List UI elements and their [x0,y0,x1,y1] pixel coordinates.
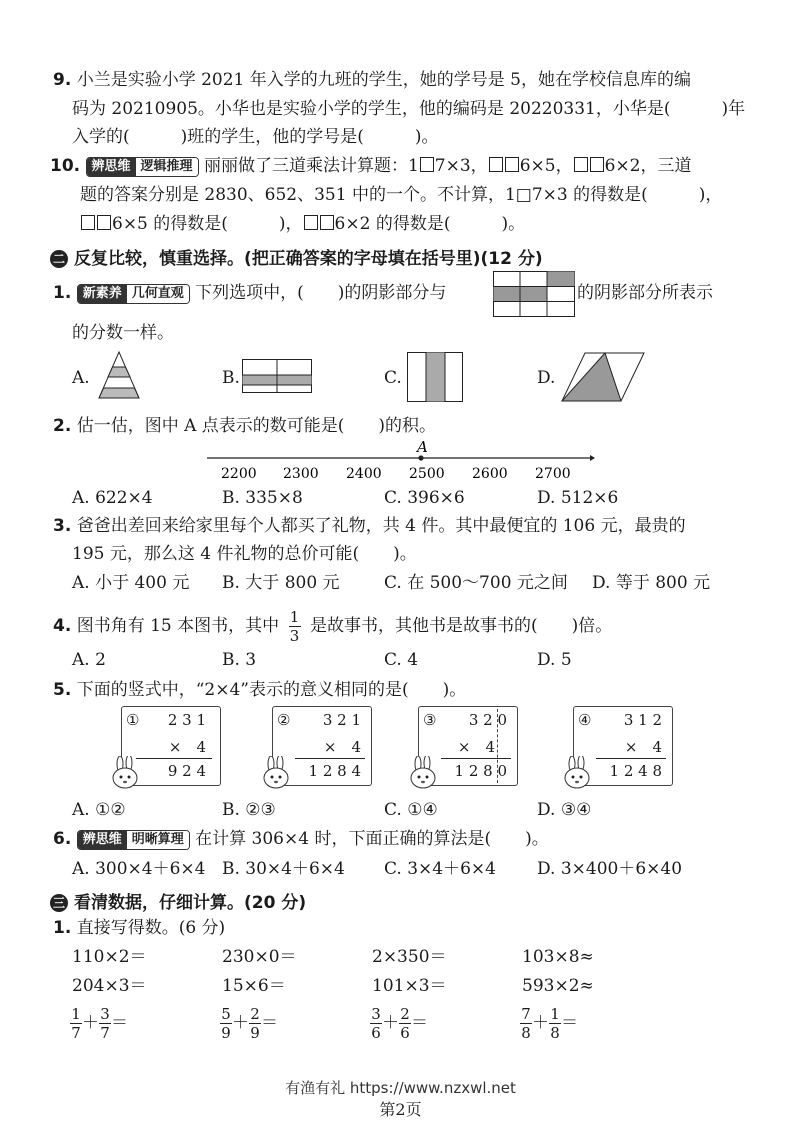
card-id: ② [277,711,291,729]
option: A. ①② [72,800,126,820]
card-product: 1 2 8 0 [454,762,507,780]
section-heading [50,244,543,269]
option: D. 等于 800 元 [592,573,711,593]
card-id: ③ [423,711,437,729]
calc-item: 110×2＝ [72,947,147,967]
option: B. 3 [222,650,257,670]
point-a-marker [418,455,423,460]
fraction-denominator: 7 [100,1024,110,1043]
question-text-line: 入学的( )班的学生，他的学号是( )。 [72,127,439,147]
calc-item: 593×2≈ [522,976,594,996]
option: B. 大于 800 元 [222,573,340,593]
calc-item: 15×6＝ [222,976,286,996]
option: C. 3×4＋6×4 [384,859,496,879]
question-10 [50,156,691,177]
bunny-illustration-icon [259,756,299,790]
equals-sign: ＝ [111,1013,128,1034]
question-text: 6×5 的得数是( )， [112,214,303,234]
tag-dark: 辨思维 [78,831,127,849]
question-text: 的阴影部分所表示 [577,283,713,303]
option-d-label: D. [537,368,556,388]
fraction-calc-item [370,1006,428,1041]
fraction-numerator: 1 [550,1005,560,1023]
category-tag [77,284,190,304]
fraction [370,1006,382,1041]
section-number-icon: 三 [50,894,68,912]
card-multiplicand: 3 1 2 [623,711,662,729]
blank-box [304,215,318,230]
blank-box [81,215,95,230]
question-text: 6×2，三道 [604,156,692,176]
fraction [249,1006,261,1041]
tag-light: 逻辑推理 [136,158,198,176]
blank-box [590,157,604,172]
option: D. 5 [537,650,572,670]
card-multiplicand: 3 2 0 [468,711,507,729]
option: C. 4 [384,650,419,670]
option: B. 335×8 [222,488,303,508]
section-number-icon: 二 [50,250,68,268]
fraction [70,1006,82,1041]
option-c-rectangle [407,352,463,402]
question-text: 图书角有 15 本图书，其中 [76,616,280,637]
question-text-line: 小兰是实验小学 2021 年入学的九班的学生，她的学号是 5，她在学校信息库的编 [76,70,691,90]
question-text-line [80,214,525,234]
question-text: 6×2 的得数是( )。 [334,214,526,234]
equals-sign: ＝ [411,1013,428,1034]
tick-label: 2300 [283,466,319,482]
tick-label: 2500 [409,466,445,482]
option-a-label: A. [72,368,90,388]
question-text: 7×3， [434,156,488,176]
section-heading [50,888,306,913]
card-product: 1 2 8 4 [308,762,361,780]
watermark-text: 有渔有礼 https://www.nzxwl.net [285,1079,516,1097]
question-text: 爸爸出差回来给家里每个人都买了礼物，共 4 件。其中最便宜的 106 元，最贵的 [76,516,686,536]
question-text: 下列选项中，( )的阴影部分与 [195,283,447,303]
bunny-illustration-icon [560,756,600,790]
card-multiplier: × 4 [168,738,206,756]
fraction-denominator: 7 [71,1024,81,1043]
category-tag [77,830,190,850]
calc-item: 101×3＝ [372,976,447,996]
fraction-denominator: 6 [400,1024,410,1043]
calc-item: 204×3＝ [72,976,147,996]
tick-label: 2600 [472,466,508,482]
fraction [220,1006,232,1041]
question-9 [53,70,691,90]
fraction [399,1006,411,1041]
option-d-parallelogram [561,352,645,402]
option: A. 300×4＋6×4 [72,859,206,879]
section-title: 反复比较，慎重选择。(把正确答案的字母填在括号里)(12 分) [74,249,543,269]
fraction [520,1006,532,1041]
calc-item: 103×8≈ [522,947,594,967]
bunny-illustration-icon [406,756,446,790]
option: C. 396×6 [384,488,465,508]
option: A. 小于 400 元 [72,573,190,593]
fraction-numerator: 3 [371,1005,381,1023]
point-a-label: A [417,438,428,456]
page-number: 第2页 [379,1100,422,1119]
fraction [99,1006,111,1041]
question-text: 丽丽做了三道乘法计算题：1 [203,156,419,176]
fraction-denominator: 8 [521,1024,531,1043]
question-number: 6. [53,829,72,849]
question-number: 1. [53,918,72,938]
reference-grid-figure [493,271,575,317]
fraction-numerator: 3 [100,1005,110,1023]
number-line [205,436,595,486]
question-3 [53,516,686,536]
equals-sign: ＝ [561,1013,578,1034]
fraction-numerator: 1 [289,608,300,626]
card-product: 1 2 4 8 [609,762,662,780]
fraction-numerator: 2 [400,1005,410,1023]
fraction-denominator: 9 [250,1024,260,1043]
fraction-numerator: 5 [221,1005,231,1023]
card-multiplicand: 3 2 1 [322,711,361,729]
question-2 [53,416,436,436]
question-text: 估一估，图中 A 点表示的数可能是( )的积。 [76,416,437,436]
tick-label: 2400 [346,466,382,482]
card-product: 9 2 4 [167,762,206,780]
question-text: 直接写得数。(6 分) [76,918,226,938]
fraction [289,609,301,644]
card-underline [295,758,365,759]
tag-light: 几何直观 [127,285,189,303]
tag-dark: 新素养 [78,285,127,303]
question-text: 在计算 306×4 时，下面正确的算法是( )。 [195,829,549,849]
question-number: 1. [53,283,72,303]
question-text-line: 题的答案分别是 2830、652、351 中的一个。不计算，1□7×3 的得数是( )， [80,185,723,205]
blank-box [505,157,519,172]
blank-box [420,157,434,172]
option: A. 2 [72,650,106,670]
fraction-denominator: 8 [550,1024,560,1043]
question-1-calc [53,918,225,938]
option-b-label: B. [222,368,240,388]
equals-sign: ＝ [261,1013,278,1034]
option-b-rectangle [242,359,312,393]
question-text: 下面的竖式中，“2×4”表示的意义相同的是( )。 [76,680,467,700]
category-tag [86,157,199,177]
option-c-label: C. [384,368,402,388]
tag-dark: 辨思维 [87,158,136,176]
option: B. 30×4＋6×4 [222,859,345,879]
question-number: 10. [50,156,81,176]
question-number: 5. [53,680,72,700]
calc-item: 230×0＝ [222,947,297,967]
card-multiplier: × 4 [624,738,662,756]
option: C. ①④ [384,800,438,820]
fraction-numerator: 7 [521,1005,531,1023]
card-multiplier: × 4 [457,738,495,756]
fraction-denominator: 9 [221,1024,231,1043]
option: B. ②③ [222,800,276,820]
option-a-triangle [97,350,141,400]
calc-item: 2×350＝ [372,947,447,967]
fraction-numerator: 2 [250,1005,260,1023]
card-underline [441,758,511,759]
question-4 [53,609,612,644]
card-underline [596,758,666,759]
question-text-line: 的分数一样。 [72,323,174,343]
tick-label: 2200 [221,466,257,482]
fraction-numerator: 1 [71,1005,81,1023]
question-text-line: 码为 20210905。小华也是实验小学的学生，他的编码是 20220331，小华是( )年 [72,99,746,119]
question-number: 2. [53,416,72,436]
fraction-calc-item [70,1006,128,1041]
option: D. 512×6 [537,488,619,508]
fraction-denominator: 6 [371,1024,381,1043]
question-1 [53,283,446,304]
question-number: 3. [53,516,72,536]
blank-box [489,157,503,172]
card-id: ④ [578,711,592,729]
blank-box [97,215,111,230]
question-6 [53,829,549,850]
card-multiplier: × 4 [323,738,361,756]
fraction-calc-item [520,1006,578,1041]
option: D. ③④ [537,800,592,820]
question-number: 9. [53,70,72,90]
fraction [549,1006,561,1041]
question-text: 6×5， [519,156,573,176]
blank-box [320,215,334,230]
card-id: ① [126,711,140,729]
plus-sign: ＋ [82,1013,99,1034]
blank-box [574,157,588,172]
question-text-line: 195 元，那么这 4 件礼物的总价可能( )。 [72,544,417,564]
fraction-denominator: 3 [289,627,300,646]
tick-label: 2700 [535,466,571,482]
card-multiplicand: 2 3 1 [167,711,206,729]
section-title: 看清数据，仔细计算。(20 分) [74,893,307,913]
fraction-calc-item [220,1006,278,1041]
bunny-illustration-icon [108,756,148,790]
question-text: 是故事书，其他书是故事书的( )倍。 [309,616,613,637]
option: D. 3×400＋6×40 [537,859,683,879]
question-5 [53,680,466,700]
tag-light: 明晰算理 [127,831,189,849]
option: C. 在 500～700 元之间 [384,573,568,593]
plus-sign: ＋ [382,1013,399,1034]
plus-sign: ＋ [532,1013,549,1034]
option: A. 622×4 [72,488,153,508]
question-number: 4. [53,616,72,637]
plus-sign: ＋ [232,1013,249,1034]
